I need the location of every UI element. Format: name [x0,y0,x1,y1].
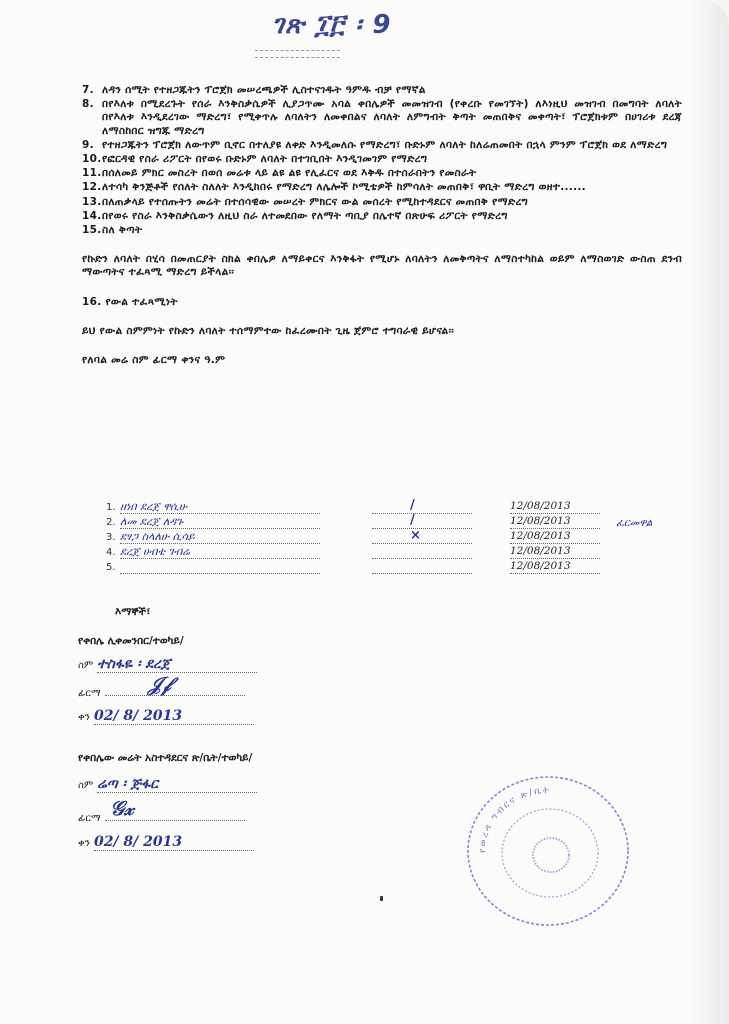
member-signature-line [372,530,472,544]
clause-text: የተዘጋጁትን ፕሮጀክ ለውጥም ቢኖር በተለያዩ ለቀድ እንዲመለሱ የማድረግ፣ ቡድኑም ለባለት ከለሬጠመበት በኋላ ምንም ፕሮጀክ ወደ ለማድረግ [102,138,668,151]
witnesses-label: እማኞች፣ [115,606,151,618]
committee-row [90,513,653,530]
witness-2-date-line [78,834,254,851]
date-label: ቀን [78,838,90,849]
signature-mark: / [410,513,415,528]
signature-label: ፊርማ [78,688,101,699]
clause-number: 11. [82,167,102,180]
stamp-outer-ring [468,777,628,925]
member-name: ደፃጋ ስላለሁ ሲሳይ [120,530,320,544]
clause-number: 15. [82,224,102,237]
signature-field [105,695,245,696]
witness-2-name-line [78,776,257,793]
clause-13 [82,196,682,209]
committee-row [90,530,650,545]
clause-number: 7. [82,84,94,96]
clause-11 [82,167,682,180]
member-date: 12/08/2013 [510,515,600,529]
clause-text: በየእለቱ በሚደረጉት የሰራ እንቅስቃሴዎች ሊያጋጥሙ አባል ቀበሌዎች መመዝገብ (የቀረቡ የመገኘት) ለእነዚህ መዝገብ በመግባት ለባለት በየእለቱ እንዲደረገው ማድረግ፣ የሚቀጥሉ ለባለትን ለመቀበልና ለባለት ለምግብት ቅጣት መጠበቅና መቀጣት፣ ፕሮጀክቱም በሀገሪቱ ደረጃ ለማስከበር ዝግጁ ማድረግ [102,98,682,137]
committee-heading: የለባል መሬ ስም ፊርማ ቀንና ዓ.ም [82,354,226,367]
clause-text: ለዳን ሰሚት የተዘጋጁትን ፕሮጀክ መሠረጫዎች ሊስተናገዱት ዓምዱ ብቻ የማኛል [102,84,426,96]
clause-number: 10. [82,153,102,166]
witness-1-title: የቀበሌ ሊቀመንበር/ተወካይ/ [78,635,184,647]
page-edge-shadow [689,0,729,1024]
name-label: ስም [78,660,94,671]
witness-2-signature-line [78,813,245,824]
witness-2-date: 02/ 8/ 2013 [94,834,254,851]
member-signature-line [372,515,472,529]
clause-9 [82,139,682,152]
clause-number: 14. [82,209,102,222]
member-signature-line [372,545,472,559]
witness-2-name: ሬጣ ፡ ጅፋር [97,776,257,793]
member-name [120,560,320,574]
page-number-underline [255,50,340,58]
signature-field [105,820,245,821]
row-number: 4. [106,547,116,558]
witness-2-signature-icon: 𝒢𝓍 [110,796,134,820]
committee-signature-table [90,498,653,575]
member-note: ፈርመዋል [616,517,653,529]
witness-1-date-line [78,708,254,725]
member-date: 12/08/2013 [510,545,600,559]
section-16-text: ይህ የውል ስምምነት የኩድን ለባለት ተሰማምተው ከፈረሙበት ጊዜ ጀምሮ ተግባራዊ ይሆናል፡፡ [82,324,455,337]
committee-row [90,560,650,575]
member-signature-line [372,560,472,574]
ink-speck [380,896,383,901]
clause-7 [82,84,682,97]
penalty-paragraph: የኩድን ለባለት በሂሳ በመጠርያት ስክል ቀበሌዎ ለማይቀርና እንቅፋት የሚሆኑ ለባለትን ለመቅጣትና ለማስተካከል ወይም ለማስወገድ ውስጠ ደንብ ማውጣትና ተፈጻሚ ማድረግ ይችላል፡፡ [82,253,682,279]
document-body [82,84,682,367]
row-number: 2. [106,517,116,528]
clause-15 [82,224,682,237]
clause-8 [82,98,682,138]
row-number: 5. [106,562,116,573]
clause-text: የፎርዳዊ የስራ ሪፖርት በየወሩ ቡድኑም ለባለት በተገቢበት እንዲገመገም የማድረግ [102,153,428,166]
member-name: ዘነበ ደረጀ ዋሲሁ [120,500,320,514]
clause-10 [82,153,682,166]
member-date: 12/08/2013 [510,560,600,574]
clause-text: በለጠቃላይ የተሰጡትን መሬት በተሰሳዊው መሠረት ምክርና ውል መሰረት የሚከተዳደርና መጠበቅ የማድረግ [102,195,529,208]
clause-12 [82,181,682,194]
section-16-heading: 16. የውል ተፈጻሚነት [82,295,178,308]
stamp-text: የወረዳ ግብርና ጽ/ቤት [477,785,551,854]
stamp-inner-ring [502,809,598,897]
clause-text: በሰለመይ ምክር መስረት በወሰ መሬቱ ላይ ልዩ ልዩ የሊፈርና ወደ እቅዱ በተሰራበትን የመስራት [102,167,477,180]
stamp-emblem [533,838,569,872]
member-name: ደረጀ ሀብቴ ገብሬ [120,545,320,559]
clause-number: 12. [82,181,102,194]
witness-1-date: 02/ 8/ 2013 [94,708,254,725]
official-stamp [465,773,631,929]
signature-mark: × [410,528,421,543]
page-number: ገጽ ፲፫ ፡ 9 [272,10,392,40]
signature-mark: / [410,498,415,513]
committee-row [90,500,650,515]
clause-14 [82,210,682,223]
witness-1-signature-line [78,688,245,699]
row-number: 1. [106,502,116,513]
signature-label: ፊርማ [78,813,101,824]
clause-text: ስለ ቅጣት [102,224,143,237]
row-number: 3. [106,532,116,543]
clause-number: 13. [82,195,102,208]
witness-1-signature-icon: 𝒥𝒻 [148,672,171,696]
member-name: ለመ ደረጀ ለዳጉ [120,515,320,529]
clause-text: ለተሳካ ቅንጅቶች የሰለት ስለለት እንዲከበሩ የማድረግ ለሌሎች ኮሚቴዎች ከምሳለት መጠበቅ፣ ዋቢት ማድረግ ወዘተ...... [102,181,586,194]
clause-number: 8. [82,98,94,111]
member-signature-line [372,500,472,514]
name-label: ስም [78,780,94,791]
clause-number: 9. [82,138,94,151]
witness-1-name-line [78,656,257,673]
clause-text: በየወሩ የስራ እንቅስቃሴውን ለዚህ ስራ ለተመደበው የለማት ጣቢያ በሌተኛ በጽሁፍ ሪፖርት የማድረግ [102,209,508,222]
witness-1-name: ተስፋዬ ፡ ደረጀ [97,656,257,673]
committee-row [90,545,650,560]
member-date: 12/08/2013 [510,530,600,544]
member-date: 12/08/2013 [510,500,600,514]
date-label: ቀን [78,712,90,723]
witness-2-title: የቀበሌው መሬት አስተዳደርና ጽ/ቤት/ተወካይ/ [78,752,253,764]
